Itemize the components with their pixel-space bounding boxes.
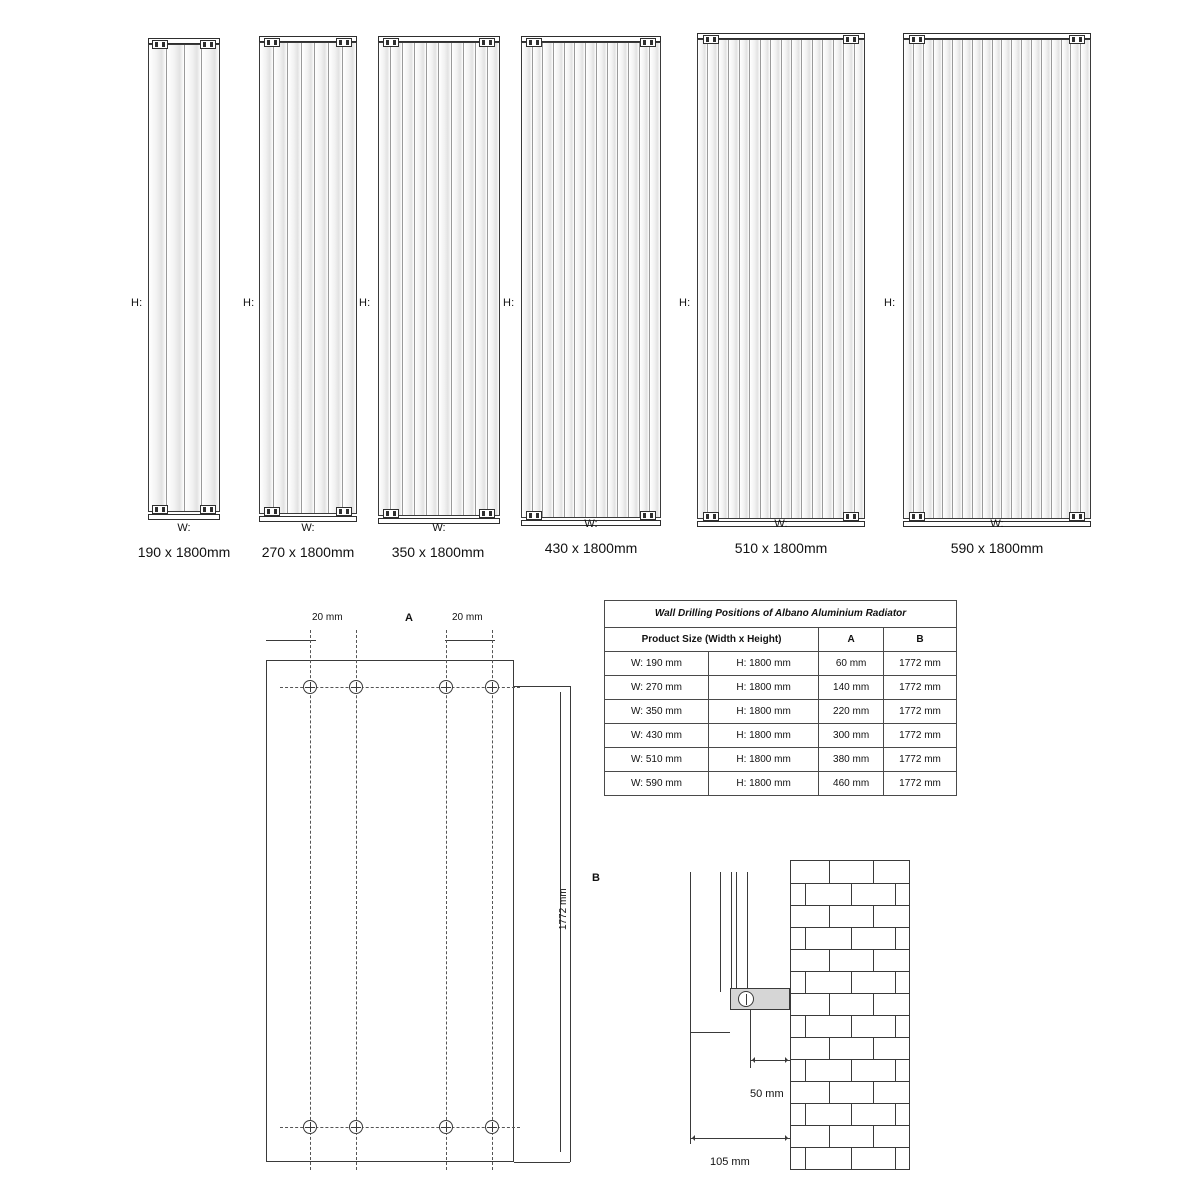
- fin: [586, 43, 597, 517]
- dimension-b-label: B: [592, 872, 600, 884]
- height-label: H:: [243, 297, 255, 309]
- cell-width: W: 270 mm: [605, 675, 709, 699]
- width-label: W:: [177, 522, 191, 534]
- table-header-row: [605, 627, 957, 651]
- width-label: W:: [301, 522, 315, 534]
- drill-hole: [439, 680, 453, 694]
- fin: [973, 40, 983, 518]
- drill-hole: [439, 1120, 453, 1134]
- brick-joint: [805, 1015, 806, 1037]
- radiator-dimension: 190 x 1800mm: [137, 544, 231, 560]
- brick-joint: [805, 1059, 806, 1081]
- fin: [260, 43, 274, 513]
- radiator-dimension: 350 x 1800mm: [391, 544, 485, 560]
- brick-course: [791, 949, 909, 950]
- fin: [274, 43, 288, 513]
- fin: [427, 43, 439, 515]
- fin: [476, 43, 488, 515]
- cell-a: 140 mm: [819, 675, 884, 699]
- brick-joint: [829, 1125, 830, 1147]
- drill-hole: [485, 1120, 499, 1134]
- radiator-item: [521, 36, 661, 524]
- fin: [834, 40, 844, 518]
- brick-course: [791, 883, 909, 884]
- radiator-body: [521, 42, 661, 518]
- brick-joint: [805, 927, 806, 949]
- fin: [1052, 40, 1062, 518]
- radiator-item: [903, 33, 1091, 525]
- cell-width: W: 590 mm: [605, 771, 709, 795]
- brick-course: [791, 1125, 909, 1126]
- fin: [761, 40, 771, 518]
- centerline: [310, 630, 311, 1170]
- brick-course: [791, 1103, 909, 1104]
- cell-width: W: 510 mm: [605, 747, 709, 771]
- dimension-a-label: A: [405, 612, 413, 624]
- bracket-top-right: [479, 38, 495, 47]
- radiator-item: [259, 36, 357, 520]
- cell-width: W: 190 mm: [605, 651, 709, 675]
- drilling-table: [604, 600, 957, 796]
- bracket-top-left: [264, 38, 280, 47]
- brick-joint: [851, 1059, 852, 1081]
- fin: [934, 40, 944, 518]
- bracket-top-left: [909, 35, 925, 44]
- bracket-top-right: [843, 35, 859, 44]
- brick-joint: [805, 971, 806, 993]
- fin: [554, 43, 565, 517]
- radiator-item: [378, 36, 500, 522]
- brick-joint: [805, 883, 806, 905]
- fin: [698, 40, 708, 518]
- height-dimension-label: 1772 mm: [558, 888, 569, 930]
- bracket-top-left: [152, 40, 168, 49]
- fin: [1012, 40, 1022, 518]
- fin: [650, 43, 660, 517]
- right-margin-label: 20 mm: [452, 612, 483, 623]
- cell-a: 380 mm: [819, 747, 884, 771]
- bracket-bottom-right: [200, 505, 216, 514]
- brick-joint: [805, 1103, 806, 1125]
- cell-height: H: 1800 mm: [709, 723, 819, 747]
- drill-hole: [485, 680, 499, 694]
- fin-group: [698, 40, 864, 518]
- fin: [597, 43, 608, 517]
- brick-course: [791, 971, 909, 972]
- radiator-dimension: 430 x 1800mm: [544, 540, 638, 556]
- fin: [575, 43, 586, 517]
- brick-joint: [873, 861, 874, 883]
- cell-width: W: 430 mm: [605, 723, 709, 747]
- fin: [844, 40, 854, 518]
- fin: [439, 43, 451, 515]
- dimension-line-50mm: [750, 1060, 790, 1061]
- width-label: W:: [584, 518, 598, 530]
- fin: [904, 40, 914, 518]
- bracket-bottom-right: [336, 507, 352, 516]
- bracket-top-right: [336, 38, 352, 47]
- brick-joint: [873, 905, 874, 927]
- fin: [782, 40, 792, 518]
- brick-joint: [851, 971, 852, 993]
- fin: [202, 45, 219, 511]
- fin: [750, 40, 760, 518]
- fin: [329, 43, 343, 513]
- cell-width: W: 350 mm: [605, 699, 709, 723]
- bracket-top-right: [1069, 35, 1085, 44]
- fin-group: [149, 45, 219, 511]
- brick-joint: [851, 927, 852, 949]
- fin: [802, 40, 812, 518]
- brick-joint: [895, 1147, 896, 1170]
- fin: [167, 45, 185, 511]
- brick-course: [791, 1081, 909, 1082]
- fin-group: [260, 43, 356, 513]
- fin: [149, 45, 167, 511]
- brick-joint: [829, 993, 830, 1015]
- fin: [608, 43, 619, 517]
- brick-course: [791, 1015, 909, 1016]
- fin: [1042, 40, 1052, 518]
- height-label: H:: [679, 297, 691, 309]
- brick-joint: [873, 1037, 874, 1059]
- top-dimension-line: [266, 640, 316, 641]
- centerline: [446, 630, 447, 1170]
- fin: [464, 43, 476, 515]
- cell-b: 1772 mm: [884, 771, 957, 795]
- bracket-top-left: [526, 38, 542, 47]
- height-label: H:: [503, 297, 515, 309]
- cell-height: H: 1800 mm: [709, 699, 819, 723]
- bracket-bottom-right: [479, 509, 495, 518]
- cell-b: 1772 mm: [884, 723, 957, 747]
- table-header-a: A: [819, 627, 884, 651]
- fin: [855, 40, 864, 518]
- bracket-bottom-left: [383, 509, 399, 518]
- fin: [1002, 40, 1012, 518]
- fin: [403, 43, 415, 515]
- cell-height: H: 1800 mm: [709, 771, 819, 795]
- brick-joint: [805, 1147, 806, 1170]
- fin: [391, 43, 403, 515]
- cell-a: 60 mm: [819, 651, 884, 675]
- bracket-bottom-left: [152, 505, 168, 514]
- cell-height: H: 1800 mm: [709, 651, 819, 675]
- panel-depth-bottom: [514, 1162, 570, 1163]
- fin: [719, 40, 729, 518]
- cell-a: 300 mm: [819, 723, 884, 747]
- bracket-top-right: [640, 38, 656, 47]
- height-label: H:: [884, 297, 896, 309]
- radiator-body: [378, 42, 500, 516]
- fin: [1062, 40, 1072, 518]
- dimension-tick: [690, 1032, 691, 1144]
- brick-joint: [829, 1037, 830, 1059]
- depth-label-50mm: 50 mm: [750, 1088, 784, 1100]
- fin: [792, 40, 802, 518]
- brick-joint: [829, 861, 830, 883]
- brick-course: [791, 1147, 909, 1148]
- fin: [415, 43, 427, 515]
- brick-course: [791, 905, 909, 906]
- fin: [813, 40, 823, 518]
- fin: [993, 40, 1003, 518]
- table-row: [605, 651, 957, 675]
- brick-joint: [873, 949, 874, 971]
- bracket-bottom-left: [264, 507, 280, 516]
- brick-course: [791, 993, 909, 994]
- table-row: [605, 771, 957, 795]
- centerline: [356, 630, 357, 1170]
- brick-joint: [895, 883, 896, 905]
- fin: [1032, 40, 1042, 518]
- panel-depth-line: [570, 686, 571, 1162]
- fin: [288, 43, 302, 513]
- drill-hole: [303, 680, 317, 694]
- fin: [983, 40, 993, 518]
- bracket-top-right: [200, 40, 216, 49]
- fin: [565, 43, 576, 517]
- radiator-pipe: [720, 872, 732, 992]
- radiator-body: [903, 39, 1091, 519]
- width-label: W:: [990, 518, 1004, 530]
- valve-icon: [738, 991, 754, 1007]
- drilling-position-drawing: [250, 600, 600, 1180]
- brick-joint: [829, 949, 830, 971]
- brick-joint: [895, 971, 896, 993]
- fin: [452, 43, 464, 515]
- radiator-dimension: 590 x 1800mm: [950, 540, 1044, 556]
- fin-group: [522, 43, 660, 517]
- fin: [302, 43, 316, 513]
- brick-joint: [873, 1081, 874, 1103]
- fin: [1022, 40, 1032, 518]
- brick-wall: [790, 860, 910, 1170]
- radiator-body: [259, 42, 357, 514]
- cell-a: 460 mm: [819, 771, 884, 795]
- wall-section-detail: [640, 860, 1060, 1190]
- drill-hole: [349, 680, 363, 694]
- fin: [1071, 40, 1081, 518]
- radiator-elevation-row: [0, 0, 1200, 575]
- fin: [924, 40, 934, 518]
- fin: [379, 43, 391, 515]
- fin-group: [904, 40, 1090, 518]
- brick-joint: [873, 1125, 874, 1147]
- drill-hole: [349, 1120, 363, 1134]
- top-dimension-line: [445, 640, 495, 641]
- panel-outline: [266, 660, 514, 1162]
- dimension-line-105mm: [690, 1138, 790, 1139]
- fin: [729, 40, 739, 518]
- cell-b: 1772 mm: [884, 699, 957, 723]
- brick-joint: [851, 883, 852, 905]
- fin: [343, 43, 356, 513]
- table-row: [605, 675, 957, 699]
- brick-joint: [873, 993, 874, 1015]
- cell-height: H: 1800 mm: [709, 747, 819, 771]
- fin-group: [379, 43, 499, 515]
- fin: [488, 43, 499, 515]
- table-row: [605, 723, 957, 747]
- fin: [543, 43, 554, 517]
- left-margin-label: 20 mm: [312, 612, 343, 623]
- fin: [771, 40, 781, 518]
- table-title-row: [605, 601, 957, 628]
- radiator-profile-bottom: [690, 1032, 730, 1033]
- fin: [963, 40, 973, 518]
- brick-joint: [851, 1103, 852, 1125]
- cell-a: 220 mm: [819, 699, 884, 723]
- fin: [708, 40, 718, 518]
- panel-depth-top: [514, 686, 570, 687]
- radiator-pipe: [736, 872, 748, 992]
- width-label: W:: [774, 518, 788, 530]
- total-depth-label-105mm: 105 mm: [710, 1156, 750, 1168]
- cell-b: 1772 mm: [884, 675, 957, 699]
- brick-course: [791, 927, 909, 928]
- fin: [315, 43, 329, 513]
- bottom-rail: [148, 514, 220, 520]
- brick-course: [791, 1059, 909, 1060]
- centerline: [492, 630, 493, 1170]
- drilling-table-wrapper: [604, 600, 957, 796]
- fin: [953, 40, 963, 518]
- brick-course: [791, 1037, 909, 1038]
- table-header-b: B: [884, 627, 957, 651]
- bracket-top-left: [703, 35, 719, 44]
- fin: [629, 43, 640, 517]
- radiator-dimension: 510 x 1800mm: [734, 540, 828, 556]
- radiator-item: [697, 33, 865, 525]
- brick-joint: [851, 1147, 852, 1170]
- fin: [522, 43, 533, 517]
- radiator-body: [697, 39, 865, 519]
- brick-joint: [829, 905, 830, 927]
- table-title: Wall Drilling Positions of Albano Aluminium Radiator: [605, 601, 957, 628]
- brick-joint: [895, 927, 896, 949]
- fin: [640, 43, 651, 517]
- width-label: W:: [432, 522, 446, 534]
- cell-b: 1772 mm: [884, 747, 957, 771]
- fin: [740, 40, 750, 518]
- brick-joint: [895, 1059, 896, 1081]
- height-label: H:: [131, 297, 143, 309]
- fin: [618, 43, 629, 517]
- brick-joint: [829, 1081, 830, 1103]
- drill-hole: [303, 1120, 317, 1134]
- brick-joint: [895, 1015, 896, 1037]
- table-row: [605, 699, 957, 723]
- fin: [914, 40, 924, 518]
- height-label: H:: [359, 297, 371, 309]
- brick-joint: [851, 1015, 852, 1037]
- brick-joint: [895, 1103, 896, 1125]
- fin: [533, 43, 544, 517]
- fin: [823, 40, 833, 518]
- fin: [185, 45, 203, 511]
- table-header-product-size: Product Size (Width x Height): [605, 627, 819, 651]
- cell-b: 1772 mm: [884, 651, 957, 675]
- radiator-dimension: 270 x 1800mm: [261, 544, 355, 560]
- table-row: [605, 747, 957, 771]
- bracket-top-left: [383, 38, 399, 47]
- radiator-body: [148, 44, 220, 512]
- radiator-profile-front: [690, 872, 691, 1032]
- radiator-item: [148, 38, 220, 518]
- fin: [1081, 40, 1090, 518]
- fin: [943, 40, 953, 518]
- cell-height: H: 1800 mm: [709, 675, 819, 699]
